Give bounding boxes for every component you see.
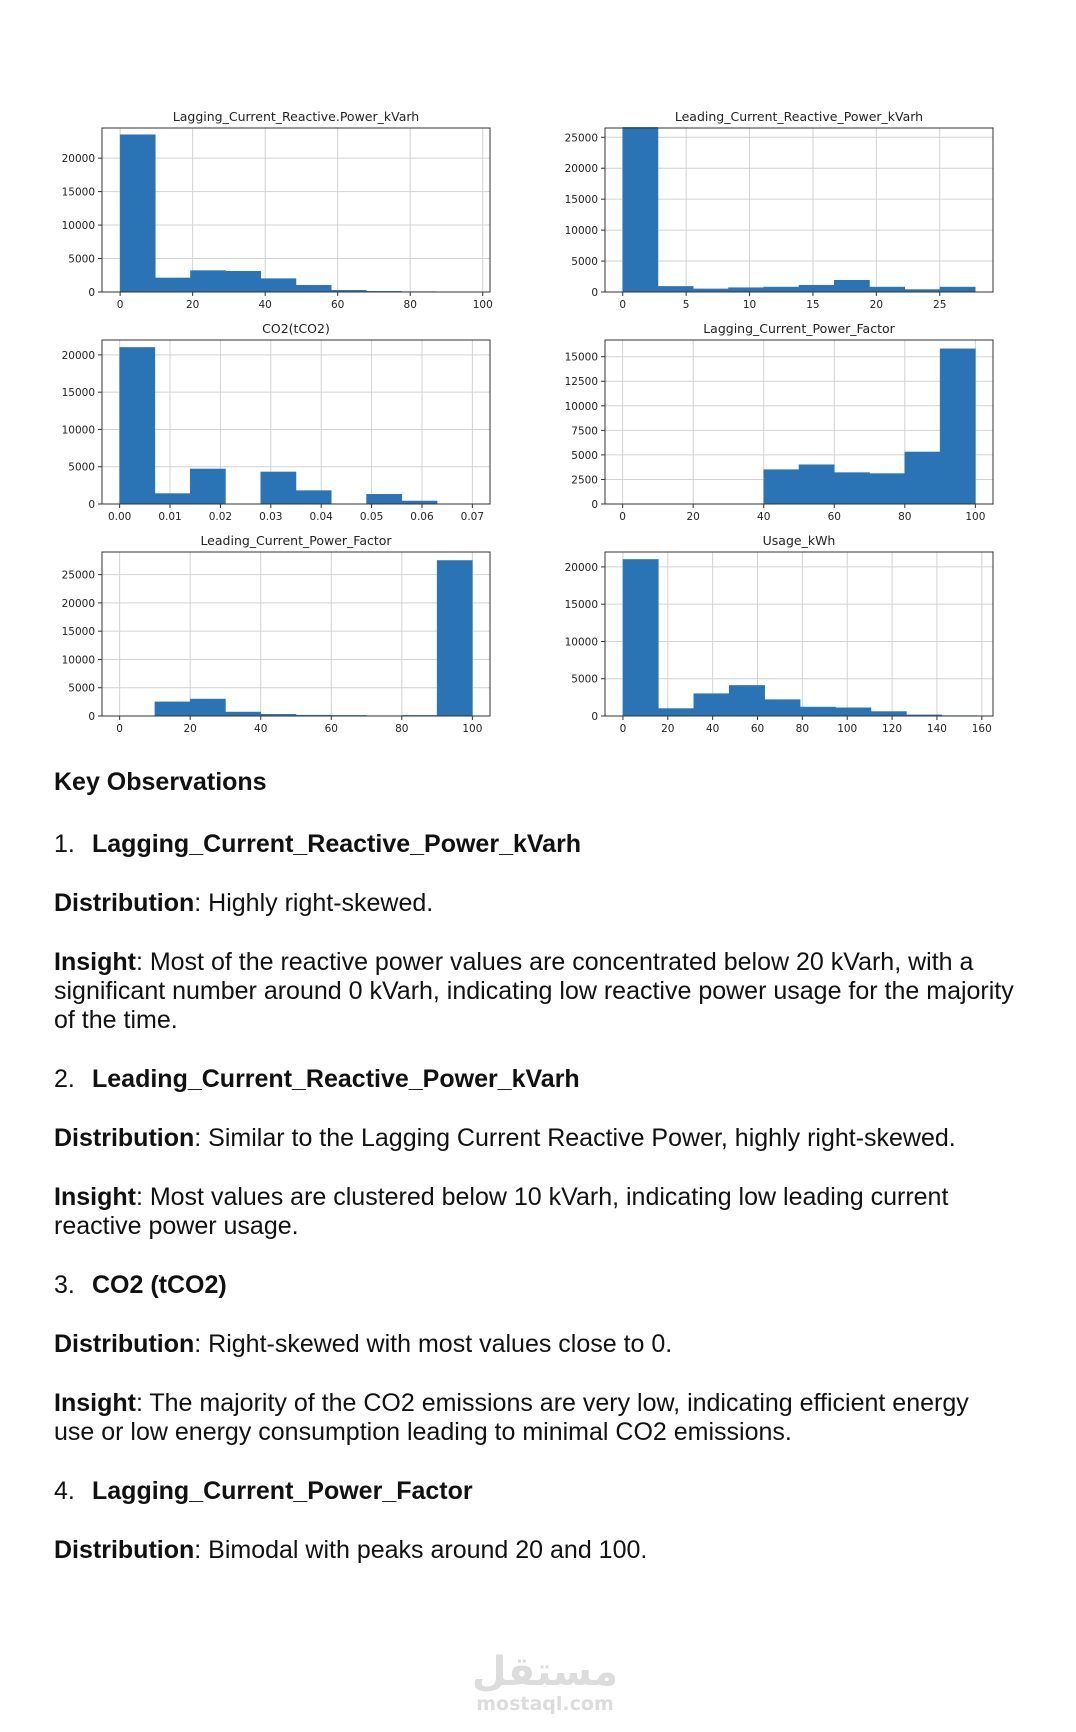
observation-title: Lagging_Current_Reactive_Power_kVarh — [92, 830, 582, 858]
y-tick-label: 25000 — [61, 569, 95, 582]
histogram-1 — [62, 109, 493, 311]
mostaql-watermark — [470, 1650, 620, 1714]
watermark-arabic-logo: مستقل — [471, 1649, 619, 1695]
chart-title: Leading_Current_Power_Factor — [200, 533, 392, 548]
x-tick-label: 80 — [395, 723, 409, 735]
x-tick-label: 0.02 — [208, 511, 233, 523]
distribution-text: : Right-skewed with most values close to 0. — [194, 1330, 673, 1358]
x-tick-label: 0.04 — [309, 511, 333, 523]
x-tick-label: 0 — [619, 299, 627, 311]
distribution-label: Distribution — [54, 1330, 195, 1358]
y-tick-label: 15000 — [564, 351, 598, 364]
histogram-bar — [870, 474, 905, 504]
chart-title: Leading_Current_Reactive_Power_kVarh — [674, 109, 924, 124]
x-tick-label: 60 — [324, 723, 338, 735]
x-tick-label: 20 — [869, 299, 884, 311]
y-tick-label: 20000 — [564, 163, 598, 176]
y-tick-label: 10000 — [61, 654, 95, 667]
insight-text: : Most values are clustered below 10 kVarh, indicating low leading current reactive power usage. — [54, 1183, 949, 1240]
y-tick-label: 10000 — [564, 225, 598, 238]
y-tick-label: 10000 — [564, 400, 598, 413]
histogram-bar — [155, 494, 190, 504]
y-tick-label: 5000 — [571, 449, 598, 462]
x-tick-label: 100 — [837, 723, 858, 735]
x-tick-label: 0 — [116, 299, 124, 311]
y-tick-label: 15000 — [564, 599, 598, 612]
x-tick-label: 100 — [462, 723, 483, 735]
y-tick-label: 20000 — [61, 349, 95, 362]
histogram-5 — [62, 533, 490, 735]
observation-1-distribution — [54, 889, 1014, 918]
x-tick-label: 120 — [882, 723, 903, 735]
observation-title: Leading_Current_Reactive_Power_kVarh — [92, 1065, 580, 1093]
histogram-bar — [694, 694, 729, 716]
y-tick-label: 5000 — [571, 256, 598, 269]
x-tick-label: 15 — [806, 299, 820, 311]
observation-number: 4. — [54, 1477, 75, 1505]
plot-frame — [102, 128, 490, 292]
watermark-domain: mostaql.com — [476, 1693, 614, 1715]
histogram-3 — [62, 321, 490, 523]
observation-1-heading — [54, 830, 1014, 859]
observation-3-heading — [54, 1271, 1014, 1300]
y-tick-label: 12500 — [564, 376, 598, 389]
chart-title: Lagging_Current_Power_Factor — [703, 321, 895, 336]
histogram-bar — [296, 491, 331, 504]
histogram-bar — [296, 285, 331, 292]
histogram-bar — [764, 287, 799, 292]
distribution-label: Distribution — [54, 1536, 195, 1564]
x-tick-label: 40 — [757, 511, 771, 523]
insight-label: Insight — [54, 1389, 136, 1417]
x-tick-label: 60 — [827, 511, 841, 523]
histogram-bar — [871, 712, 906, 716]
histogram-bar — [765, 700, 800, 716]
chart-title: Usage_kWh — [762, 533, 836, 548]
x-tick-label: 0 — [116, 723, 123, 735]
distribution-text: : Bimodal with peaks around 20 and 100. — [194, 1536, 648, 1564]
observation-3-distribution — [54, 1330, 1014, 1359]
observation-3-insight — [54, 1389, 1014, 1447]
insight-text: : The majority of the CO2 emissions are very low, indicating efficient energy use or low energy consumption leading to minimal CO2 emissions. — [54, 1389, 969, 1446]
observation-2-insight — [54, 1183, 1014, 1241]
histogram-bar — [869, 287, 904, 292]
observation-4-distribution — [54, 1536, 1014, 1565]
histogram-bar — [905, 452, 940, 504]
histogram-bar — [658, 286, 693, 292]
x-tick-label: 80 — [898, 511, 912, 523]
x-tick-label: 0.01 — [158, 511, 182, 523]
y-tick-label: 5000 — [68, 253, 95, 266]
y-tick-label: 20000 — [61, 153, 95, 166]
y-tick-label: 5000 — [68, 461, 95, 474]
x-tick-label: 140 — [926, 723, 947, 735]
histogram-bar — [261, 279, 296, 292]
histogram-bar — [658, 709, 693, 716]
plot-frame — [605, 552, 993, 716]
plot-frame — [605, 128, 993, 292]
key-observations-heading: Key Observations — [54, 768, 267, 796]
y-tick-label: 0 — [591, 287, 598, 299]
y-tick-label: 20000 — [564, 561, 598, 574]
observation-number: 3. — [54, 1271, 75, 1299]
insight-label: Insight — [54, 948, 136, 976]
plot-frame — [102, 552, 490, 716]
distribution-label: Distribution — [54, 1124, 195, 1152]
x-tick-label: 40 — [705, 723, 720, 735]
x-tick-label: 40 — [254, 723, 268, 735]
x-tick-label: 60 — [750, 723, 765, 735]
distribution-text: : Similar to the Lagging Current Reactive Power, highly right-skewed. — [194, 1124, 956, 1152]
observation-title: CO2 (tCO2) — [92, 1271, 227, 1299]
y-tick-label: 0 — [88, 711, 95, 723]
histogram-bar — [367, 494, 402, 504]
y-tick-label: 15000 — [61, 387, 95, 400]
x-tick-label: 0.06 — [410, 511, 434, 523]
x-tick-label: 0.07 — [460, 511, 485, 523]
histogram-bar — [190, 699, 225, 716]
observation-number: 1. — [54, 830, 75, 858]
histogram-bar — [120, 347, 155, 504]
x-tick-label: 80 — [403, 299, 417, 311]
x-tick-label: 0.00 — [107, 511, 132, 523]
x-tick-label: 0 — [619, 511, 626, 523]
observation-title: Lagging_Current_Power_Factor — [92, 1477, 473, 1505]
y-tick-label: 0 — [88, 287, 95, 299]
x-tick-label: 100 — [472, 299, 493, 311]
observation-number: 2. — [54, 1065, 75, 1093]
histogram-bar — [226, 271, 261, 292]
y-tick-label: 15000 — [564, 194, 598, 207]
y-tick-label: 10000 — [564, 636, 598, 649]
observation-2-distribution — [54, 1124, 1014, 1153]
x-tick-label: 160 — [971, 723, 992, 735]
histogram-bar — [155, 702, 190, 716]
y-tick-label: 0 — [591, 711, 598, 723]
histogram-bar — [799, 465, 834, 504]
x-tick-label: 10 — [742, 299, 757, 311]
insight-text: : Most of the reactive power values are concentrated below 20 kVarh, with a significant number around 0 kVarh, indicating low reactive power usage for the majority of the time. — [54, 948, 1014, 1034]
y-tick-label: 0 — [591, 499, 598, 511]
x-tick-label: 20 — [183, 723, 197, 735]
chart-title: CO2(tCO2) — [262, 321, 330, 336]
chart-title: Lagging_Current_Reactive.Power_kVarh — [172, 109, 420, 124]
observation-4-heading — [54, 1477, 1014, 1506]
x-tick-label: 0.03 — [259, 511, 283, 523]
y-tick-label: 7500 — [571, 425, 598, 438]
histogram-6 — [565, 533, 993, 735]
y-tick-label: 10000 — [61, 424, 95, 437]
histogram-bar — [729, 288, 764, 292]
x-tick-label: 80 — [795, 723, 810, 735]
distribution-label: Distribution — [54, 889, 195, 917]
histogram-bar — [799, 285, 834, 292]
histogram-2 — [565, 109, 993, 311]
y-tick-label: 5000 — [571, 673, 598, 686]
y-tick-label: 15000 — [61, 626, 95, 639]
histogram-bar — [623, 559, 658, 716]
histogram-bar — [155, 278, 190, 292]
histogram-bar — [940, 287, 975, 292]
observations-section — [54, 768, 1014, 1595]
y-tick-label: 10000 — [61, 220, 95, 233]
histogram-bar — [940, 349, 975, 504]
histogram-bar — [261, 472, 296, 504]
x-tick-label: 100 — [965, 511, 986, 523]
histogram-bar — [120, 135, 155, 292]
y-tick-label: 2500 — [571, 474, 598, 487]
histogram-bar — [834, 280, 869, 292]
y-tick-label: 5000 — [68, 682, 95, 695]
y-tick-label: 25000 — [564, 132, 598, 145]
observation-1-insight — [54, 948, 1014, 1035]
x-tick-label: 60 — [331, 299, 345, 311]
y-tick-label: 0 — [88, 499, 95, 511]
x-tick-label: 0.05 — [359, 511, 384, 523]
x-tick-label: 0 — [619, 723, 627, 735]
histogram-bar — [834, 473, 869, 504]
histogram-bar — [437, 560, 472, 716]
observation-2-heading — [54, 1065, 1014, 1094]
insight-label: Insight — [54, 1183, 136, 1211]
histogram-bar — [623, 127, 658, 292]
histogram-bar — [190, 271, 225, 292]
histogram-4 — [565, 321, 993, 523]
y-tick-label: 20000 — [61, 597, 95, 610]
histogram-bar — [764, 470, 799, 504]
x-tick-label: 5 — [682, 299, 690, 311]
x-tick-label: 20 — [661, 723, 675, 735]
y-tick-label: 15000 — [61, 186, 95, 199]
histogram-bar — [729, 685, 764, 716]
x-tick-label: 20 — [185, 299, 200, 311]
histogram-grid — [0, 0, 1076, 760]
histogram-bar — [225, 712, 260, 716]
x-tick-label: 25 — [933, 299, 947, 311]
histogram-bar — [190, 469, 225, 504]
x-tick-label: 20 — [686, 511, 700, 523]
histogram-bar — [800, 707, 835, 716]
x-tick-label: 40 — [258, 299, 272, 311]
histogram-bar — [836, 708, 871, 716]
distribution-text: : Highly right-skewed. — [194, 889, 434, 917]
